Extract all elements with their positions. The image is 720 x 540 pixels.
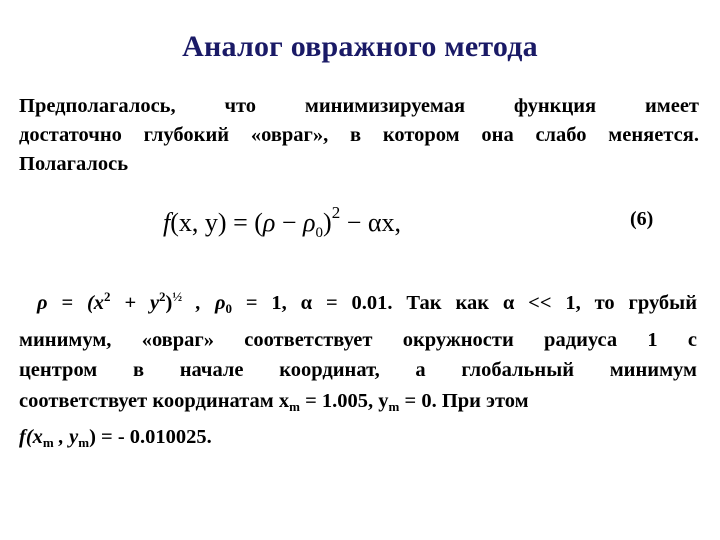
body-l4-sub1: m: [289, 398, 300, 414]
body-l1-d: , ρ: [182, 292, 226, 314]
body-l5-b: , y: [53, 426, 79, 448]
body-line-4: [19, 386, 697, 423]
equation-number: (6): [630, 208, 654, 230]
formula-6: [163, 203, 401, 242]
formula-power: 2: [331, 203, 341, 222]
body-l4-a: соответствует координатам x: [19, 389, 290, 412]
body-l5-sub1: m: [42, 435, 54, 450]
body-l1-sub1: 0: [225, 301, 233, 316]
body-l1-a: ρ = (x: [37, 292, 105, 314]
body-line-2: минимум, «овраг» соответствует окружности радиуса 1 с: [19, 328, 697, 351]
intro-paragraph: [19, 92, 699, 179]
body-paragraph: [19, 282, 697, 459]
body-l1-sup2: 2: [159, 289, 166, 304]
formula-tail: − αx,: [340, 208, 401, 237]
body-l1-c: ): [165, 292, 173, 314]
body-line-3: центром в начале координат, а глобальный минимум: [19, 359, 697, 381]
body-line-5: [19, 422, 697, 459]
formula-close: ): [323, 208, 332, 237]
body-l1-b: + y: [110, 292, 160, 314]
slide-title: Аналог овражного метода: [182, 30, 538, 63]
formula-f: f: [163, 208, 171, 237]
body-l1-sup3: ½: [172, 289, 183, 304]
formula-rho0: ρ: [303, 208, 316, 237]
formula-rho0-sub: 0: [315, 225, 324, 241]
formula-minus: −: [275, 208, 304, 237]
intro-line-3: Полагалось: [19, 153, 129, 175]
formula-eq: = (: [226, 208, 263, 237]
body-l4-b: = 1.005, y: [299, 389, 389, 412]
formula-args: (x, y): [170, 208, 227, 237]
body-l4-sub2: m: [388, 398, 400, 414]
body-l4-c: = 0. При этом: [399, 389, 529, 412]
intro-line-2: достаточно глубокий «овраг», в котором она слабо меняется.: [19, 124, 699, 146]
intro-line-1: Предполагалось, что минимизируемая функция имеет: [19, 95, 699, 117]
body-l5-a: f(x: [19, 426, 43, 448]
body-line-1: [19, 282, 697, 325]
body-l5-sub2: m: [78, 435, 90, 450]
body-l1-sup1: 2: [104, 289, 111, 304]
formula-rho: ρ: [262, 208, 276, 237]
body-l1-e: = 1, α = 0.01. Так как α << 1, то грубый: [232, 292, 698, 314]
body-l5-c: ) = - 0.010025.: [89, 426, 212, 448]
